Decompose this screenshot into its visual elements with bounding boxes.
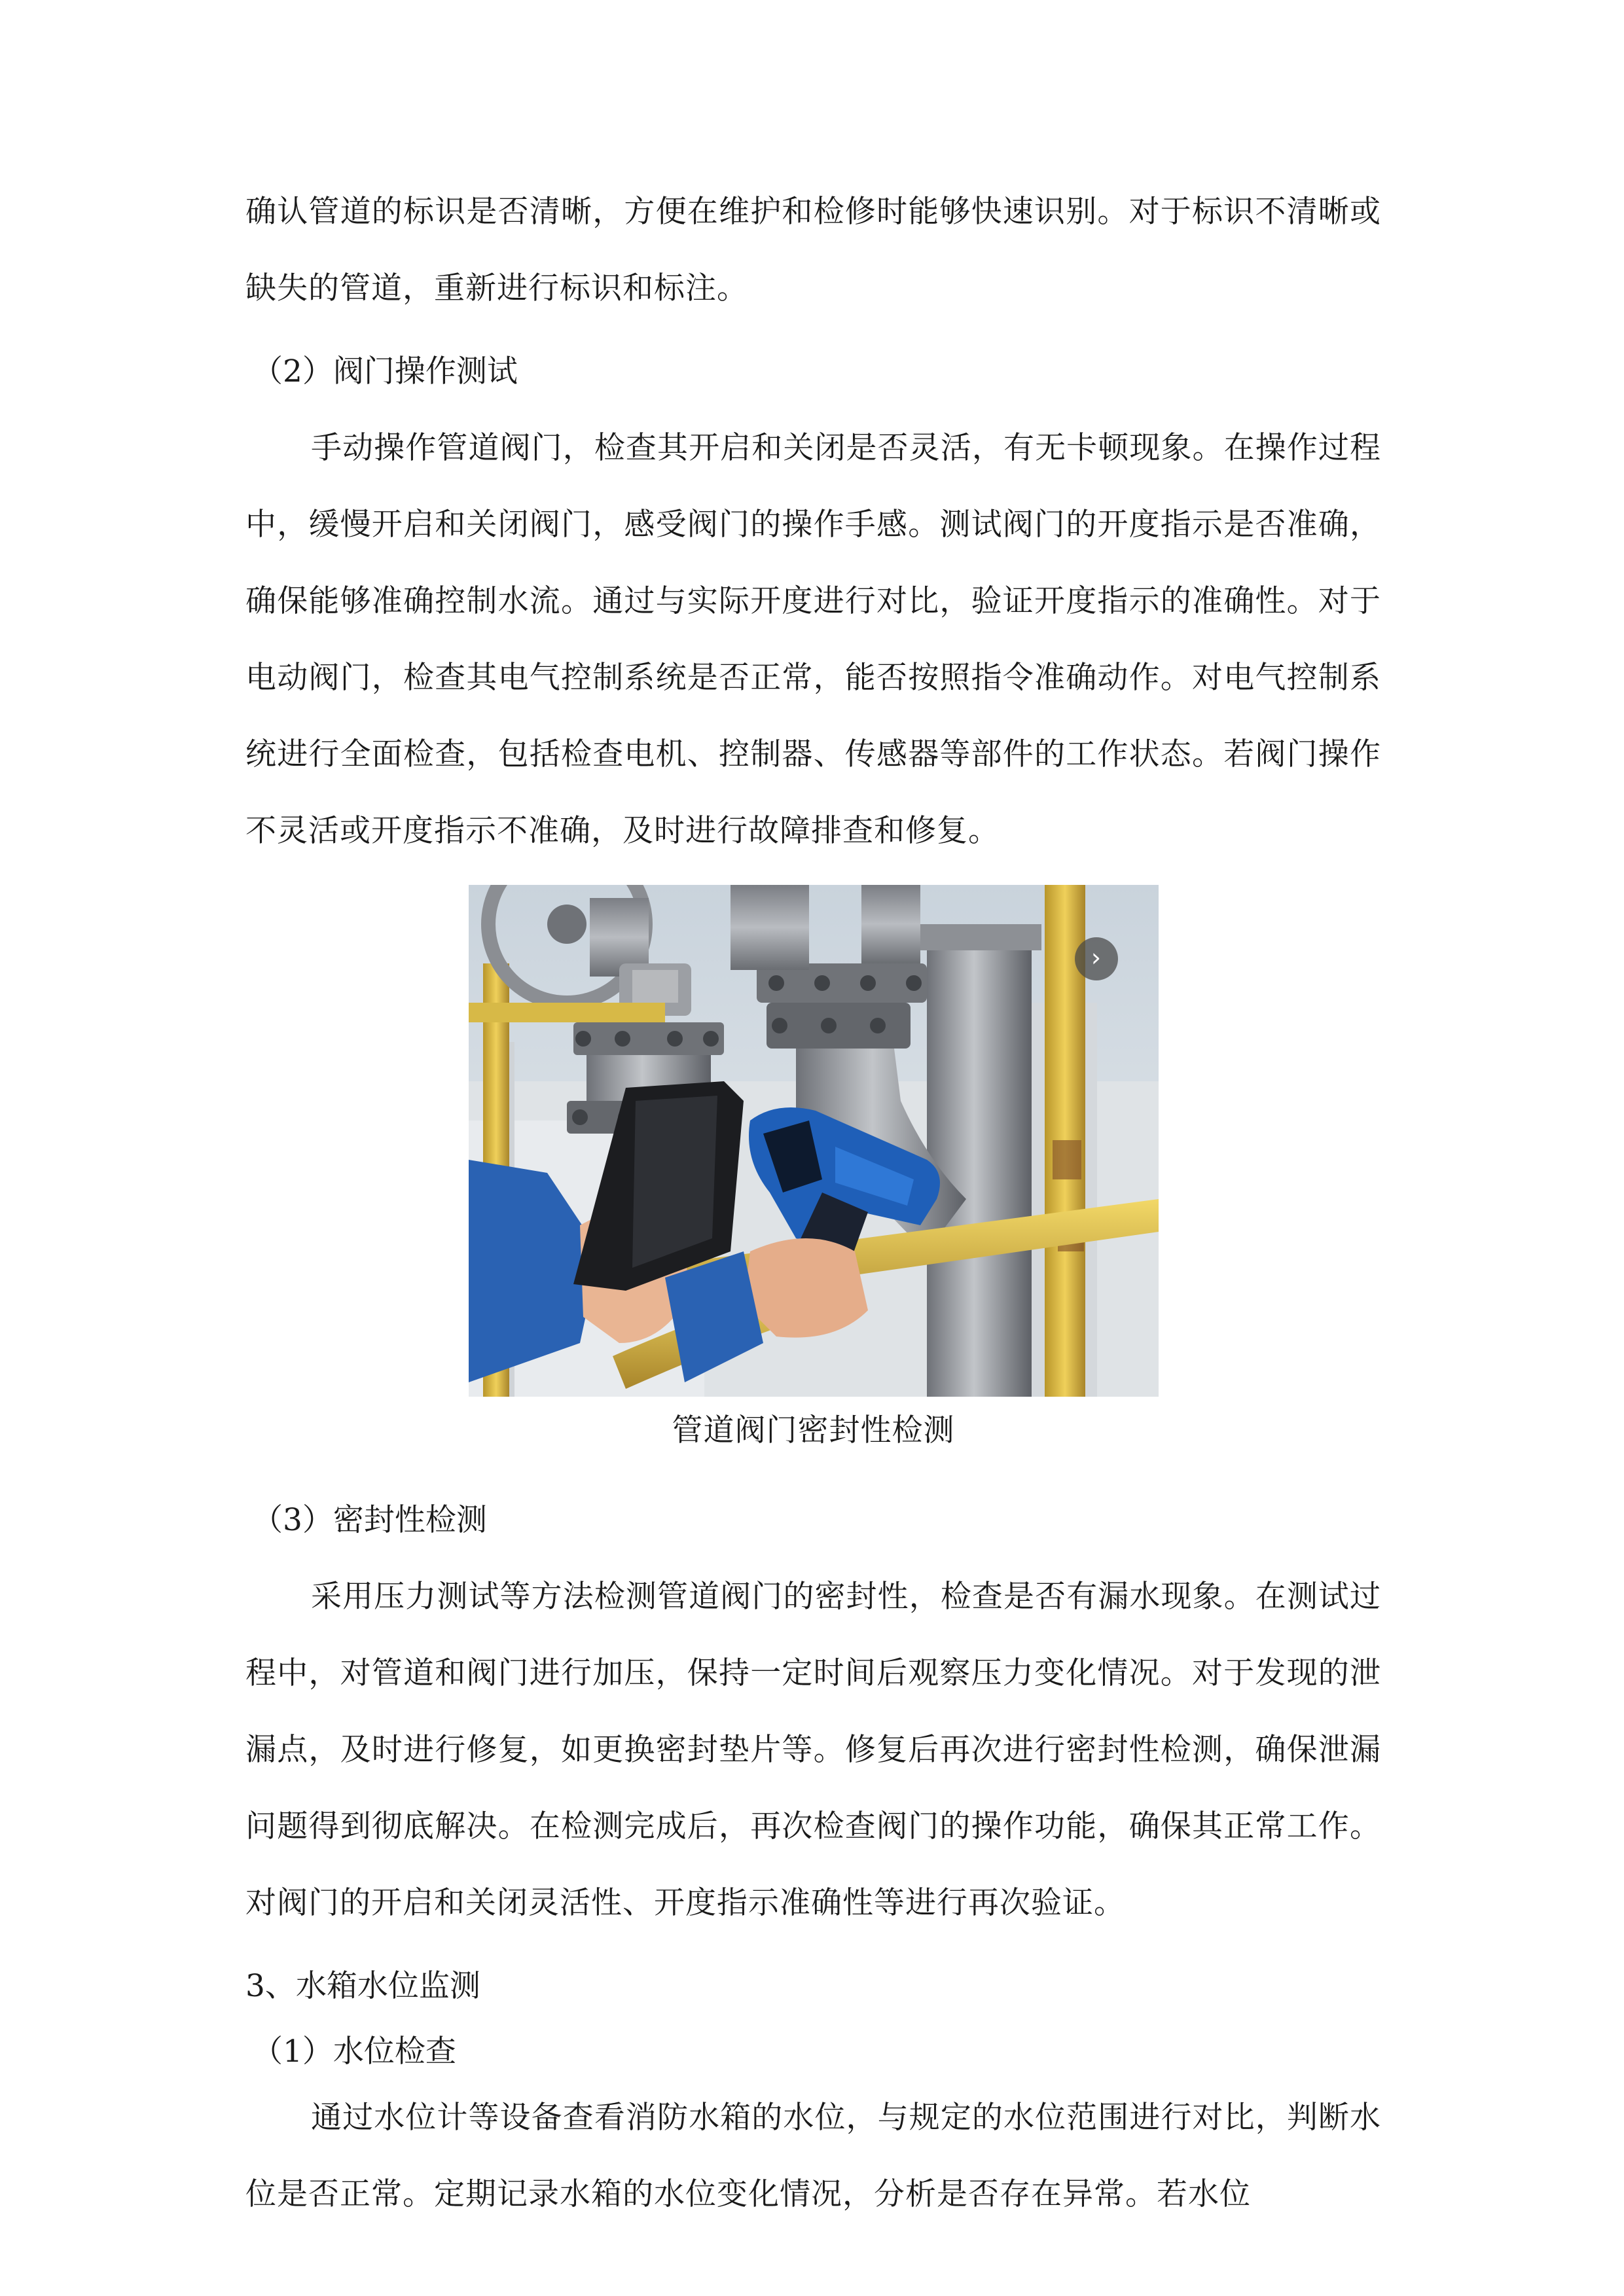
photo-illustration [469, 885, 1159, 1397]
figure-caption: 管道阀门密封性检测 [672, 1412, 955, 1448]
section-heading-water-tank: 3、水箱水位监测 [245, 1968, 480, 2004]
paragraph-water-level: 通过水位计等设备查看消防水箱的水位，与规定的水位范围进行对比，判断水位是否正常。定期记录水箱的水位变化情况，分析是否存在异常。若水位 [245, 2100, 1381, 2212]
document-body [245, 173, 1381, 2233]
section-subheading-water-level: （1）水位检查 [252, 2034, 456, 2070]
chevron-right-icon[interactable]: › [1075, 937, 1118, 980]
paragraph-valve-test: 手动操作管道阀门，检查其开启和关闭是否灵活，有无卡顿现象。在操作过程中，缓慢开启和关闭阀门，感受阀门的操作手感。测试阀门的开度指示是否准确，确保能够准确控制水流。通过与实际开度进行对比，验证开度指示的准确性。对于电动阀门，检查其电气控制系统是否正常，能否按照指令准确动作。对电气控制系统进行全面检查，包括检查电机、控制器、传感器等部件的工作状态。若阀门操作不灵活或开度指示不准确，及时进行故障排查和修复。 [245, 430, 1381, 849]
section-heading-valve-test: （2）阀门操作测试 [252, 353, 518, 389]
paragraph-sealing: 采用压力测试等方法检测管道阀门的密封性，检查是否有漏水现象。在测试过程中，对管道和阀门进行加压，保持一定时间后观察压力变化情况。对于发现的泄漏点，及时进行修复，如更换密封垫片等。修复后再次进行密封性检测，确保泄漏问题得到彻底解决。在检测完成后，再次检查阀门的操作功能，确保其正常工作。对阀门的开启和关闭灵活性、开度指示准确性等进行再次验证。 [245, 1579, 1381, 1921]
valve-sealing-photo [469, 885, 1159, 1397]
intro-paragraph: 确认管道的标识是否清晰，方便在维护和检修时能够快速识别。对于标识不清晰或缺失的管道，重新进行标识和标注。 [245, 194, 1381, 306]
section-heading-sealing: （3）密封性检测 [252, 1502, 487, 1538]
figure [245, 885, 1381, 1458]
